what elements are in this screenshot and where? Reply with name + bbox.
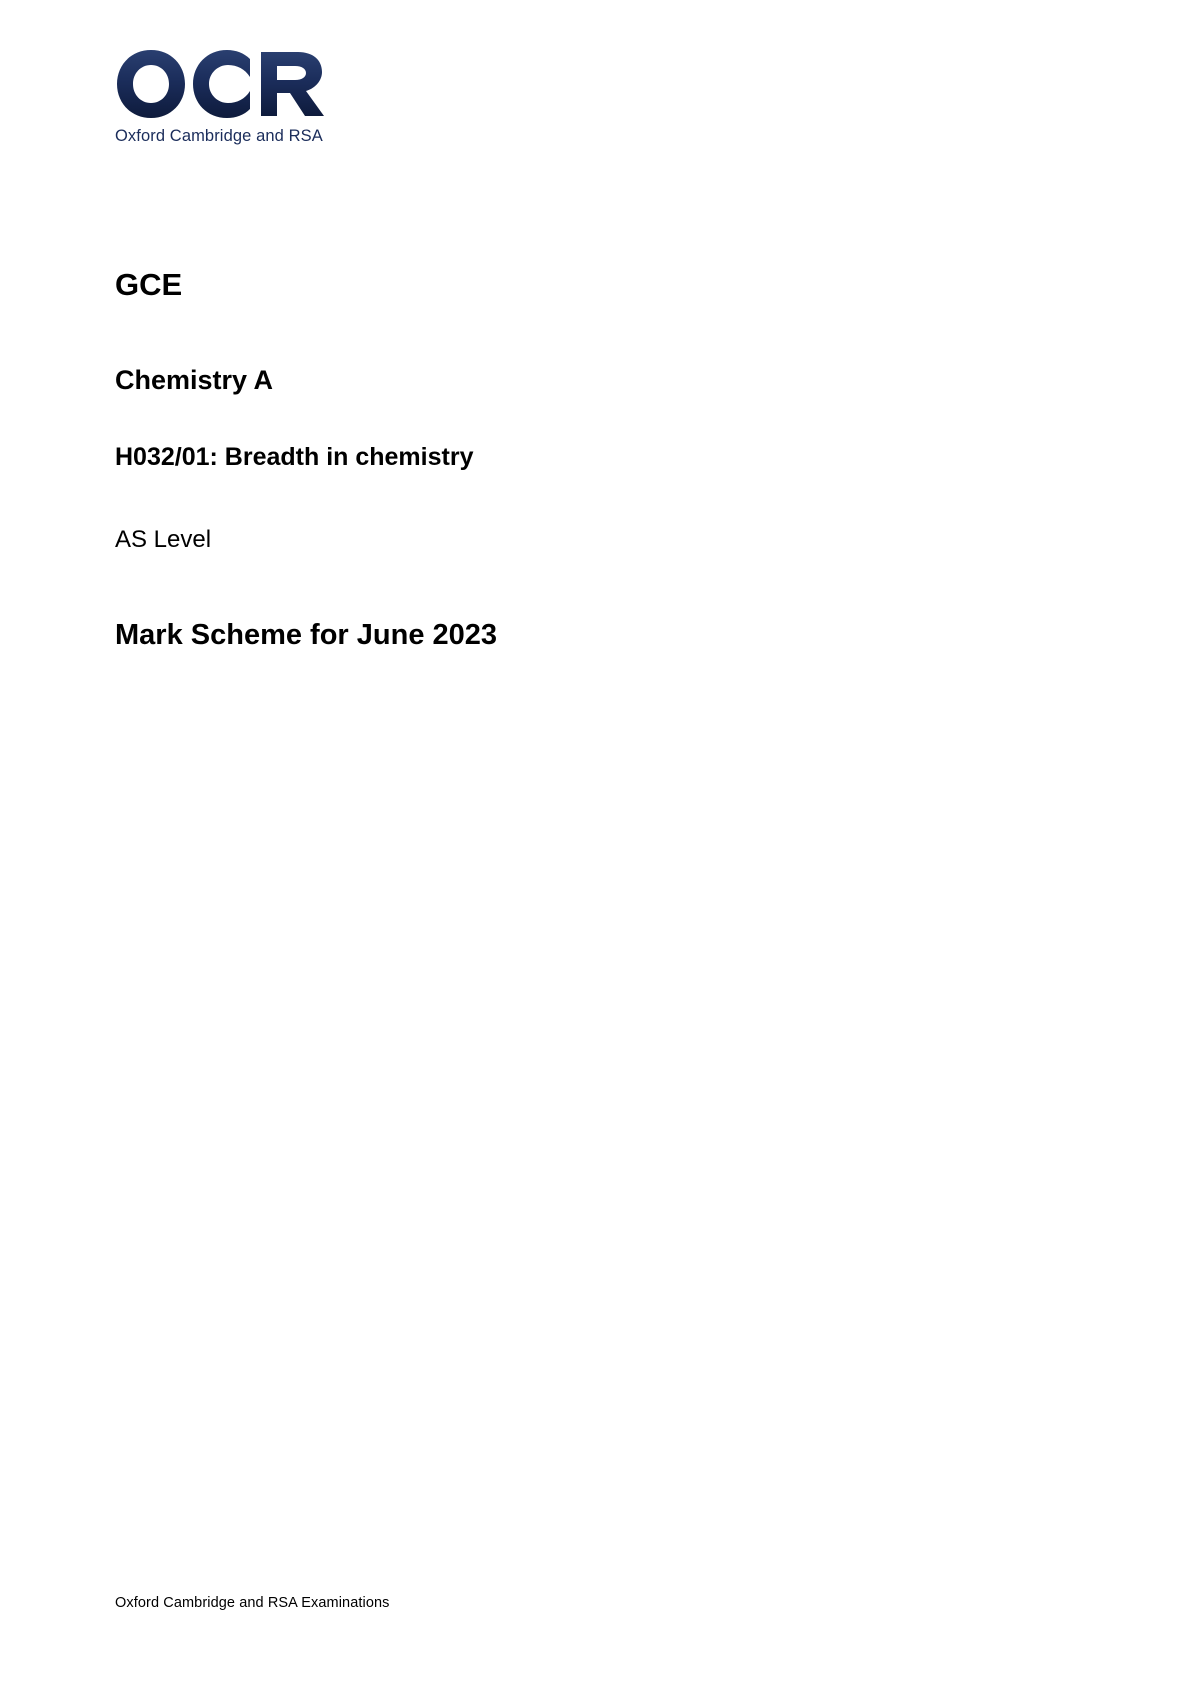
ocr-wordmark-icon — [115, 48, 345, 125]
ocr-logo — [115, 48, 345, 146]
unit-title: H032/01: Breadth in chemistry — [115, 442, 474, 471]
page-footer: Oxford Cambridge and RSA Examinations — [115, 1595, 390, 1611]
title-block — [115, 268, 1015, 652]
ocr-tagline: Oxford Cambridge and RSA — [115, 127, 323, 145]
subject-title: Chemistry A — [115, 365, 274, 396]
level-label: AS Level — [115, 526, 212, 554]
mark-scheme-title: Mark Scheme for June 2023 — [115, 618, 498, 651]
qualification-title: GCE — [115, 267, 183, 302]
